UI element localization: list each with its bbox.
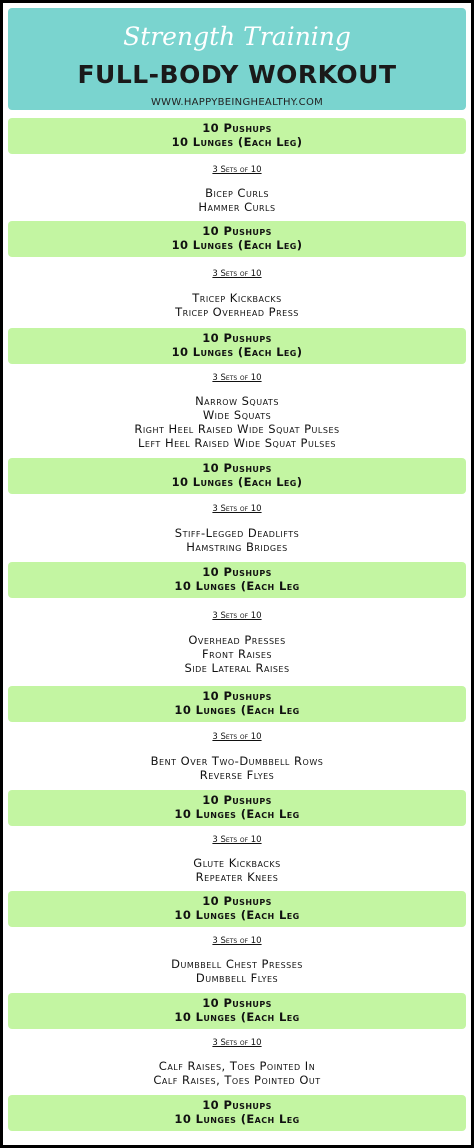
band-line-pushups: 10 Pushups: [202, 894, 272, 908]
exercise-item: Calf Raises, Toes Pointed In: [158, 1059, 316, 1073]
exercise-item: Narrow Squats: [195, 394, 279, 408]
circuit-band: [8, 891, 466, 927]
band-line-pushups: 10 Pushups: [202, 565, 272, 579]
circuit-band: [8, 790, 466, 826]
sets-label: 3 Sets of 10: [212, 373, 262, 383]
circuit-band: [8, 328, 466, 364]
band-line-pushups: 10 Pushups: [202, 793, 272, 807]
exercise-item: Reverse Flyes: [199, 768, 275, 782]
header-banner: [8, 8, 466, 110]
band-line-lunges: 10 Lunges (Each Leg: [174, 1010, 300, 1024]
website-url: WWW.HAPPYBEINGHEALTHY.COM: [150, 97, 324, 108]
exercise-item: Dumbbell Flyes: [195, 971, 279, 985]
band-line-lunges: 10 Lunges (Each Leg): [171, 238, 303, 252]
circuit-band: [8, 221, 466, 257]
exercise-item: Bicep Curls: [205, 186, 269, 200]
circuit-band: [8, 562, 466, 598]
sets-label: 3 Sets of 10: [212, 835, 262, 845]
exercise-item: Glute Kickbacks: [193, 856, 281, 870]
band-line-pushups: 10 Pushups: [202, 689, 272, 703]
sets-label: 3 Sets of 10: [212, 504, 262, 514]
sets-label: 3 Sets of 10: [212, 936, 262, 946]
infographic: [3, 3, 471, 1145]
exercise-item: Hammer Curls: [198, 200, 276, 214]
exercise-item: Wide Squats: [202, 408, 272, 422]
exercise-item: Front Raises: [201, 647, 273, 661]
exercise-item: Tricep Overhead Press: [175, 305, 299, 319]
band-line-lunges: 10 Lunges (Each Leg: [174, 807, 300, 821]
exercise-item: Hamstring Bridges: [186, 540, 288, 554]
sets-label: 3 Sets of 10: [212, 732, 262, 742]
circuit-band: [8, 458, 466, 494]
exercise-item: Side Lateral Raises: [184, 661, 290, 675]
sets-label: 3 Sets of 10: [212, 611, 262, 621]
exercise-item: Stiff-Legged Deadlifts: [174, 526, 300, 540]
band-line-lunges: 10 Lunges (Each Leg): [171, 345, 303, 359]
exercise-item: Right Heel Raised Wide Squat Pulses: [134, 422, 340, 436]
band-line-lunges: 10 Lunges (Each Leg): [171, 135, 303, 149]
band-line-pushups: 10 Pushups: [202, 996, 272, 1010]
exercise-item: Tricep Kickbacks: [192, 291, 282, 305]
exercise-item: Dumbbell Chest Presses: [171, 957, 303, 971]
band-line-pushups: 10 Pushups: [202, 1098, 272, 1112]
exercise-item: Calf Raises, Toes Pointed Out: [153, 1073, 321, 1087]
band-line-lunges: 10 Lunges (Each Leg: [174, 703, 300, 717]
band-line-lunges: 10 Lunges (Each Leg): [171, 475, 303, 489]
sets-label: 3 Sets of 10: [212, 1038, 262, 1048]
exercise-item: Overhead Presses: [188, 633, 286, 647]
header-subtitle: Strength Training: [123, 22, 351, 51]
band-line-lunges: 10 Lunges (Each Leg: [174, 579, 300, 593]
page-title: FULL-BODY WORKOUT: [77, 60, 397, 89]
band-line-pushups: 10 Pushups: [202, 331, 272, 345]
circuit-band: [8, 993, 466, 1029]
band-line-pushups: 10 Pushups: [202, 121, 272, 135]
sets-label: 3 Sets of 10: [212, 165, 262, 175]
band-line-lunges: 10 Lunges (Each Leg: [174, 908, 300, 922]
band-line-pushups: 10 Pushups: [202, 461, 272, 475]
circuit-band: [8, 686, 466, 722]
band-line-lunges: 10 Lunges (Each Leg: [174, 1112, 300, 1126]
circuit-band: [8, 1095, 466, 1131]
exercise-item: Repeater Knees: [195, 870, 279, 884]
exercise-item: Left Heel Raised Wide Squat Pulses: [137, 436, 336, 450]
sets-label: 3 Sets of 10: [212, 269, 262, 279]
circuit-band: [8, 118, 466, 154]
exercise-item: Bent Over Two-Dumbbell Rows: [150, 754, 324, 768]
band-line-pushups: 10 Pushups: [202, 224, 272, 238]
